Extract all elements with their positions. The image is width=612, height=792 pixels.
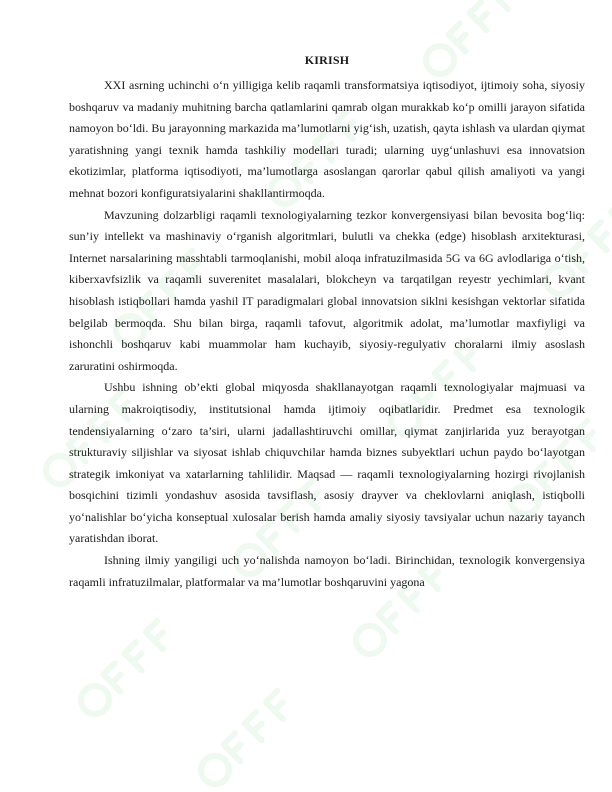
paragraph: Mavzuning dolzarbligi raqamli texnologiyalarning tezkor konvergensiyasi bilan bevosita bog‘liq: sun’iy intellekt va mashinaviy o‘rganish algoritmlari, bulutli va chekka (edge) hisoblash arxitekturasi, Internet narsalarining masshtabli tarmoqlanishi, mobil aloqa infratuzilmasida 5G va 6G avlodlariga o‘tish, kiberxavfsizlik va raqamli suverenitet masalalari, blokcheyn va tarqatilgan reyestr yechimlari, kvant hisoblash istiqbollari hamda yashil IT paradigmalari global innovatsion siklni kesishgan vektorlar sifatida belgilab bermoqda. Shu bilan birga, raqamli tafovut, algoritmik adolat, ma’lumotlar maxfiyligi va ishonchli boshqaruv kabi muammolar ham kuchayib, siyosiy-regulyativ choralarni ilmiy asoslash zaruratini oshirmoqda. (69, 207, 585, 373)
paragraph: Ushbu ishning ob’ekti global miqyosda shakllanayotgan raqamli texnologiyalar majmuasi va ularning makroiqtisodiy, institutsional hamda ijtimoiy oqibatlaridir. Predmet esa texnologik tendensiyalarning o‘zaro ta’siri, ularni jadallashtiruvchi omillar, qiymat zanjirlarida yuz berayotgan strukturaviy siljishlar va siyosat ishlab chiquvchilar hamda biznes subyektlari uchun paydo bo‘layotgan strategik imkoniyat va xatarlarning tahlilidir. Maqsad — raqamli texnologiyalarning hozirgi rivojlanish bosqichini tizimli yondashuv asosida tavsiflash, asosiy drayver va cheklovlarni aniqlash, istiqbolli yo‘nalishlar bo‘yicha konseptual xulosalar berish hamda amaliy siyosiy tavsiyalar uchun nazariy tayanch yaratishdan iborat. (69, 380, 585, 546)
paragraph: XXI asrning uchinchi o‘n yilligiga kelib raqamli transformatsiya iqtisodiyot, ijtimoiy soha, siyosiy boshqaruv va madaniy muhitning barcha qatlamlarini qamrab olgan murakkab ko‘p omilli jarayon sifatida namoyon bo‘ldi. Bu jarayonning markazida ma’lumotlarni yig‘ish, uzatish, qayta ishlash va ulardan qiymat yaratishning yangi texnik hamda tashkiliy modellari turadi; ularning uyg‘unlashuvi esa innovatsion ekotizimlar, platforma iqtisodiyoti, ma’lumotlarga asoslangan qarorlar qabul qilish amaliyoti va yangi mehnat bozori konfiguratsiyalarini shakllantirmoqda. (69, 78, 585, 200)
section-title: KIRISH (304, 53, 350, 67)
watermark-mark (75, 619, 175, 719)
document-body (69, 53, 585, 593)
watermark-mark (195, 689, 295, 789)
paragraph: Ishning ilmiy yangiligi uch yo‘nalishda namoyon bo‘ladi. Birinchidan, texnologik konvergensiya raqamli infratuzilmalar, platformalar va ma’lumotlar boshqaruvini yagona (69, 553, 585, 589)
